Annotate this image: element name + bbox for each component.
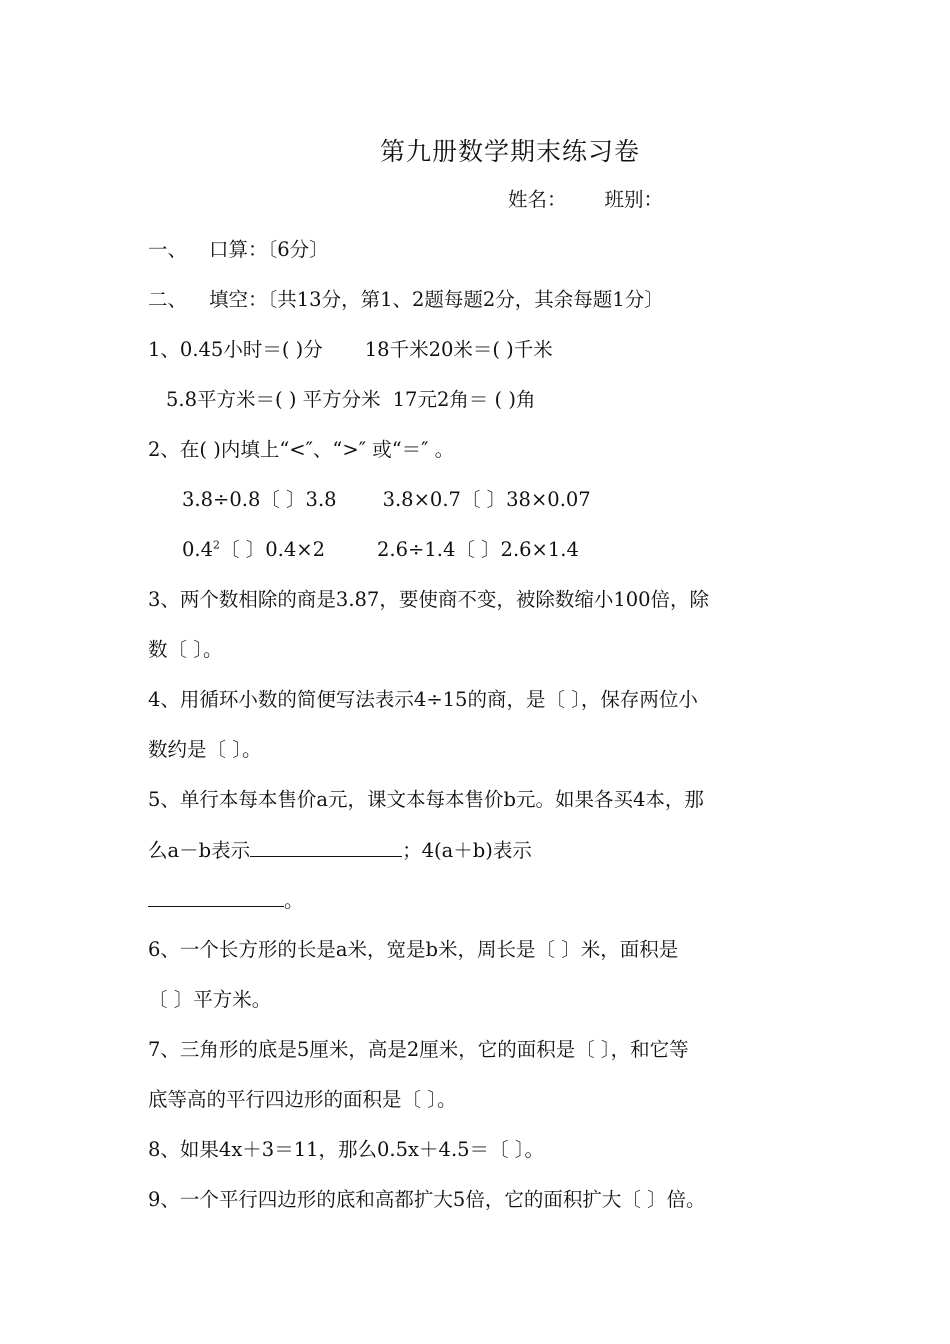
- q5-line-3: [148, 886, 304, 915]
- q2-item-d: 2.6÷1.4〔 〕2.6×1.4: [376, 538, 579, 561]
- q5-line-2: [148, 836, 532, 865]
- q2-item-c-base: 0.4: [182, 538, 214, 561]
- q1-item-a: 1、0.45小时＝( )分: [148, 338, 323, 361]
- q2-item-b: 3.8×0.7〔 〕38×0.07: [382, 488, 591, 511]
- q9-line: 9、一个平行四边形的底和高都扩大5倍，它的面积扩大〔 〕倍。: [148, 1188, 706, 1211]
- q2-line-1: [182, 486, 591, 514]
- section-1-number: 一、: [148, 238, 188, 261]
- q5-answer-blank-1: [250, 836, 402, 857]
- q6-line-2: 〔 〕平方米。: [148, 988, 272, 1011]
- q2-line-2: [182, 536, 579, 564]
- q3-line-1: 3、两个数相除的商是3.87，要使商不变，被除数缩小100倍，除: [148, 588, 710, 611]
- q4-line-1: 4、用循环小数的简便写法表示4÷15的商，是〔 〕，保存两位小: [148, 688, 698, 711]
- q1-line-2: [166, 386, 535, 414]
- q2-item-c-rest: 〔 〕0.4×2: [220, 538, 325, 561]
- q1-line-1: [148, 336, 553, 364]
- q1-item-c: 5.8平方米＝( ) 平方分米: [166, 388, 381, 411]
- section-2-text: 填空：〔共13分，第1、2题每题2分，其余每题1分〕: [209, 288, 664, 311]
- q2-item-a: 3.8÷0.8〔 〕3.8: [182, 488, 337, 511]
- q4-line-2: 数约是〔 〕。: [148, 738, 262, 761]
- q5-line-3-end: 。: [284, 889, 304, 912]
- section-2-number: 二、: [148, 288, 188, 311]
- section-2-heading: [148, 286, 664, 314]
- section-1-text: 口算：〔6分〕: [209, 238, 329, 261]
- q6-line-1: 6、一个长方形的长是a米，宽是b米，周长是〔 〕米，面积是: [148, 938, 679, 961]
- q3-line-2: 数〔 〕。: [148, 638, 223, 661]
- q1-item-d: 17元2角＝ ( )角: [392, 388, 536, 411]
- q2-item-c: [182, 538, 325, 561]
- q5-line-1: 5、单行本每本售价a元，课文本每本售价b元。如果各买4本，那: [148, 788, 704, 811]
- q2-item-c-exponent: 2: [213, 538, 221, 552]
- q2-intro: 2、在( )内填上“<″、“>″ 或“＝″ 。: [148, 438, 455, 461]
- q1-item-b: 18千米20米＝( )千米: [364, 338, 553, 361]
- q8-line: 8、如果4x＋3＝11，那么0.5x＋4.5＝〔 〕。: [148, 1138, 544, 1161]
- section-1-heading: [148, 236, 329, 264]
- q5-text-a: 么a－b表示: [148, 839, 251, 862]
- student-info-row: [508, 186, 663, 214]
- class-label: 班别：: [604, 188, 664, 211]
- page-title: 第九册数学期末练习卷: [380, 137, 641, 166]
- q7-line-1: 7、三角形的底是5厘米，高是2厘米，它的面积是〔 〕，和它等: [148, 1038, 689, 1061]
- name-label: 姓名：: [508, 188, 567, 211]
- q5-answer-blank-2: [148, 886, 284, 907]
- q7-line-2: 底等高的平行四边形的面积是〔 〕。: [148, 1088, 457, 1111]
- q5-text-b: ；4(a＋b)表示: [402, 839, 532, 862]
